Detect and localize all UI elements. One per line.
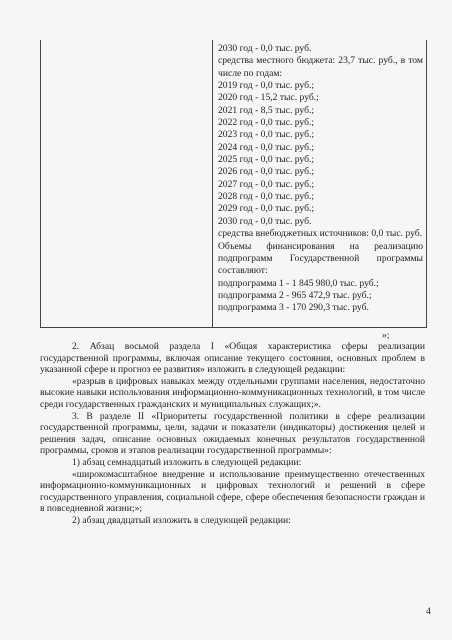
cell-line: 2022 год - 0,0 тыс. руб.; — [218, 117, 315, 129]
paragraph: «разрыв в цифровых навыках между отдельными группами населения, недостаточно высокие навыки использования информационно-коммуникационных технологий, в том числе среди государственных гражданских и муниципальных служащих;». — [40, 375, 425, 410]
paragraph: «широкомасштабное внедрение и использование преимущественно отечественных информационно-коммуникационных и цифровых технологий и решений в сфере государственного управления, социальной сфере, сфере обеспечения безопасности граждан и в повседневной жизни;»; — [40, 468, 425, 515]
table-column-divider — [212, 40, 213, 327]
paragraph: 3. В разделе II «Приоритеты государственной политики в сфере реализации государственной программы, цели, задачи и показатели (индикаторы) достижения целей и решения задач, описание основных ожидаемых конечных результатов государственной программы, сроков и этапов реализации государственной программы»: — [40, 410, 425, 457]
cell-line: средства внебюджетных источников: 0,0 тыс. руб. — [218, 228, 423, 240]
cell-line: 2026 год - 0,0 тыс. руб.; — [218, 166, 315, 178]
cell-line: 2021 год - 8,5 тыс. руб.; — [218, 104, 315, 116]
cell-line: 2028 год - 0,0 тыс. руб.; — [218, 191, 315, 203]
cell-line: 2027 год - 0,0 тыс. руб.; — [218, 178, 315, 190]
paragraph: 2. Абзац восьмой раздела I «Общая характеристика сферы реализации государственной программы, включая описание текущего состояния, основных проблем в указанной сфере и прогноз ее развития» изложить в следующей редакции: — [40, 341, 425, 376]
paragraph: 2) абзац двадцатый изложить в следующей редакции: — [72, 514, 291, 526]
document-body — [40, 341, 425, 527]
cell-line: 2025 год - 0,0 тыс. руб.; — [218, 154, 315, 166]
cell-line: подпрограмма 3 - 170 290,3 тыс. руб. — [218, 302, 369, 314]
cell-line: средства местного бюджета: 23,7 тыс. руб., в том числе по годам: — [218, 55, 423, 79]
cell-line: 2023 год - 0,0 тыс. руб.; — [218, 129, 315, 141]
financing-table — [40, 40, 427, 328]
cell-line: 2020 год - 15,2 тыс. руб.; — [218, 92, 319, 104]
cell-line: 2024 год - 0,0 тыс. руб.; — [218, 141, 315, 153]
cell-line: 2030 год - 0,0 тыс. руб. — [218, 215, 312, 227]
financing-cell — [218, 43, 423, 315]
page-number: 4 — [426, 606, 431, 617]
cell-line: 2029 год - 0,0 тыс. руб.; — [218, 203, 315, 215]
paragraph: 1) абзац семнадцатый изложить в следующей редакции: — [72, 456, 302, 468]
table-closing-quote: »; — [382, 330, 390, 341]
cell-line: 2030 год - 0,0 тыс. руб. — [218, 43, 312, 54]
cell-line: Объемы финансирования на реализацию подпрограмм Государственной программы составляют: — [218, 240, 423, 277]
cell-line: 2019 год - 0,0 тыс. руб.; — [218, 80, 315, 92]
cell-line: подпрограмма 2 - 965 472,9 тыс. руб.; — [218, 289, 372, 301]
cell-line: подпрограмма 1 - 1 845 980,0 тыс. руб.; — [218, 277, 379, 289]
